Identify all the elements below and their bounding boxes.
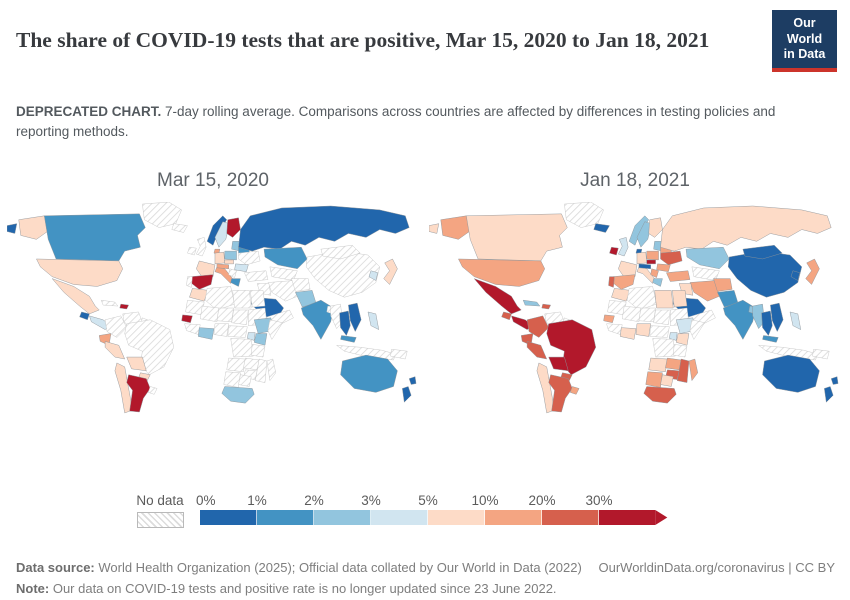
country-namibia[interactable]: [646, 372, 663, 388]
country-uk[interactable]: [618, 237, 628, 256]
country-zambia[interactable]: [665, 358, 681, 370]
country-greece[interactable]: [231, 279, 241, 287]
country-finland[interactable]: [227, 218, 241, 238]
legend-color-bar: [196, 493, 674, 531]
country-austria[interactable]: [217, 264, 229, 269]
country-algeria[interactable]: [627, 286, 656, 310]
country-argentina[interactable]: [549, 375, 573, 412]
country-australia[interactable]: [763, 355, 820, 392]
country-newzealand[interactable]: [824, 377, 838, 403]
country-guatemala[interactable]: [502, 312, 512, 320]
legend-bin-4[interactable]: [428, 510, 484, 525]
legend-tick-5%: 5%: [418, 493, 438, 508]
data-source-label: Data source:: [16, 560, 95, 575]
legend-tick-20%: 20%: [528, 493, 556, 508]
country-vietnam[interactable]: [348, 303, 361, 331]
country-angola[interactable]: [227, 358, 246, 372]
legend-bin-6[interactable]: [542, 510, 598, 525]
no-data-swatch: [137, 512, 184, 528]
country-germany[interactable]: [637, 252, 647, 264]
country-portugal[interactable]: [187, 277, 193, 288]
country-malaysia[interactable]: [341, 335, 357, 342]
owid-url-link[interactable]: OurWorldinData.org/coronavirus | CC BY: [598, 560, 835, 575]
country-ghana[interactable]: [198, 328, 214, 340]
country-iceland[interactable]: [594, 224, 610, 233]
country-libya[interactable]: [655, 290, 674, 308]
legend-tick-30%: 30%: [585, 493, 613, 508]
map-caption-2021: Jan 18, 2021: [580, 170, 690, 191]
country-madagascar[interactable]: [689, 359, 698, 381]
country-russiawrap[interactable]: [429, 224, 439, 234]
country-senegal[interactable]: [604, 315, 615, 323]
country-japan[interactable]: [806, 259, 820, 285]
country-philippines[interactable]: [368, 312, 379, 330]
country-chile[interactable]: [537, 363, 555, 413]
country-argentina[interactable]: [127, 375, 151, 412]
no-data-label: No data: [136, 493, 184, 508]
country-mali[interactable]: [200, 306, 219, 322]
country-hispaniola[interactable]: [542, 304, 551, 309]
country-canada[interactable]: [44, 214, 145, 261]
country-guatemala[interactable]: [80, 312, 90, 320]
country-peru[interactable]: [527, 341, 547, 359]
country-australia[interactable]: [341, 355, 398, 392]
country-ireland[interactable]: [609, 247, 618, 255]
country-philippines[interactable]: [790, 312, 801, 330]
country-iceland[interactable]: [172, 224, 188, 233]
country-mali[interactable]: [622, 306, 641, 322]
country-algeria[interactable]: [205, 286, 234, 310]
legend-bin-5[interactable]: [485, 510, 541, 525]
legend-bin-1[interactable]: [257, 510, 313, 525]
legend-tick-2%: 2%: [304, 493, 324, 508]
country-vietnam[interactable]: [770, 303, 783, 331]
country-kenya[interactable]: [676, 334, 689, 346]
country-usa[interactable]: [36, 259, 122, 286]
subtitle-text: 7-day rolling average. Comparisons across countries are affected by differences in testing policies and reporting methods.: [16, 103, 776, 139]
legend-arrow-tip: [655, 510, 667, 525]
legend-tick-3%: 3%: [361, 493, 381, 508]
country-chad[interactable]: [232, 310, 249, 325]
note-label: Note:: [16, 581, 50, 596]
country-niger[interactable]: [217, 308, 234, 322]
map-figure-2021: [429, 170, 841, 416]
country-ukraine[interactable]: [661, 251, 683, 265]
country-egypt[interactable]: [672, 290, 687, 307]
world-map-2020: [7, 202, 419, 416]
owid-logo-line2: in Data: [783, 47, 826, 62]
chart-subtitle: [16, 102, 778, 143]
country-portugal[interactable]: [609, 277, 615, 288]
country-hispaniola[interactable]: [120, 304, 129, 309]
country-cuba[interactable]: [523, 300, 540, 306]
legend-tick-10%: 10%: [471, 493, 499, 508]
country-nigeria[interactable]: [214, 324, 229, 337]
map-caption-2020: Mar 15, 2020: [157, 170, 269, 191]
note-text: Our data on COVID-19 tests and positive rate is no longer updated since 23 June 2022.: [49, 581, 557, 596]
data-source-line: [16, 560, 582, 575]
country-drc[interactable]: [231, 338, 254, 357]
country-botswana[interactable]: [661, 375, 674, 387]
country-poland[interactable]: [647, 251, 659, 260]
country-egypt[interactable]: [250, 290, 265, 307]
legend-scale: [196, 493, 674, 531]
country-nigeria[interactable]: [636, 324, 651, 337]
country-japan[interactable]: [384, 259, 398, 285]
country-guinea[interactable]: [185, 324, 201, 335]
country-libya[interactable]: [233, 290, 252, 308]
map-figure-2020: [7, 170, 419, 416]
country-botswana[interactable]: [239, 375, 252, 387]
country-canada[interactable]: [466, 214, 567, 261]
legend-bin-7[interactable]: [599, 510, 655, 525]
country-austria[interactable]: [639, 264, 651, 269]
country-russiawrap[interactable]: [7, 224, 17, 234]
country-ukraine[interactable]: [239, 251, 261, 265]
country-malaysia[interactable]: [763, 335, 779, 342]
country-tanzania[interactable]: [673, 344, 687, 357]
country-senegal[interactable]: [182, 315, 193, 323]
country-cameroon[interactable]: [228, 326, 248, 338]
country-ghana[interactable]: [620, 328, 636, 340]
country-chile[interactable]: [115, 363, 133, 413]
country-turkey[interactable]: [666, 271, 690, 282]
country-germany[interactable]: [215, 252, 225, 264]
country-zambia[interactable]: [243, 358, 259, 370]
country-spain[interactable]: [190, 275, 213, 290]
country-chad[interactable]: [654, 310, 671, 325]
country-somalia[interactable]: [268, 320, 283, 340]
legend-tick-1%: 1%: [247, 493, 267, 508]
country-cuba[interactable]: [101, 300, 118, 306]
country-czechia[interactable]: [647, 260, 656, 264]
legend-bin-0[interactable]: [200, 510, 256, 525]
country-madagascar[interactable]: [267, 359, 276, 381]
country-spain[interactable]: [612, 275, 635, 290]
country-czechia[interactable]: [225, 260, 234, 264]
legend-no-data[interactable]: [135, 493, 185, 528]
country-tanzania[interactable]: [251, 344, 265, 357]
country-thailand[interactable]: [762, 311, 773, 336]
legend-tick-0%: 0%: [196, 493, 216, 508]
owid-logo-line1: Our World: [786, 16, 823, 46]
legend-bin-3[interactable]: [371, 510, 427, 525]
country-poland[interactable]: [225, 251, 237, 260]
country-thailand[interactable]: [340, 311, 351, 336]
legend-bin-2[interactable]: [314, 510, 370, 525]
deprecated-label: DEPRECATED CHART.: [16, 103, 162, 119]
country-greece[interactable]: [653, 279, 663, 287]
country-russia[interactable]: [239, 206, 410, 251]
data-source-text: World Health Organization (2025); Official data collated by Our World in Data (2022): [94, 560, 582, 575]
country-kazakhstan[interactable]: [686, 247, 729, 269]
country-finland[interactable]: [649, 218, 663, 238]
page-title: The share of COVID-19 tests that are positive, Mar 15, 2020 to Jan 18, 2021: [16, 28, 710, 53]
country-kenya[interactable]: [254, 334, 267, 346]
world-map-2021: [429, 202, 841, 416]
country-cameroon[interactable]: [650, 326, 670, 338]
note-line: [16, 581, 557, 596]
country-southafrica[interactable]: [222, 386, 254, 403]
country-kazakhstan[interactable]: [264, 247, 307, 269]
owid-logo[interactable]: [772, 10, 837, 72]
country-uk[interactable]: [196, 237, 206, 256]
country-peru[interactable]: [105, 341, 125, 359]
country-usa[interactable]: [458, 259, 544, 286]
country-angola[interactable]: [649, 358, 668, 372]
country-newzealand[interactable]: [402, 377, 416, 403]
country-guinea[interactable]: [607, 324, 623, 335]
country-drc[interactable]: [653, 338, 676, 357]
country-niger[interactable]: [639, 308, 656, 322]
country-ireland[interactable]: [187, 247, 196, 255]
country-somalia[interactable]: [690, 320, 705, 340]
country-namibia[interactable]: [224, 372, 241, 388]
country-russia[interactable]: [661, 206, 832, 251]
country-turkey[interactable]: [244, 271, 268, 282]
country-southafrica[interactable]: [644, 386, 676, 403]
